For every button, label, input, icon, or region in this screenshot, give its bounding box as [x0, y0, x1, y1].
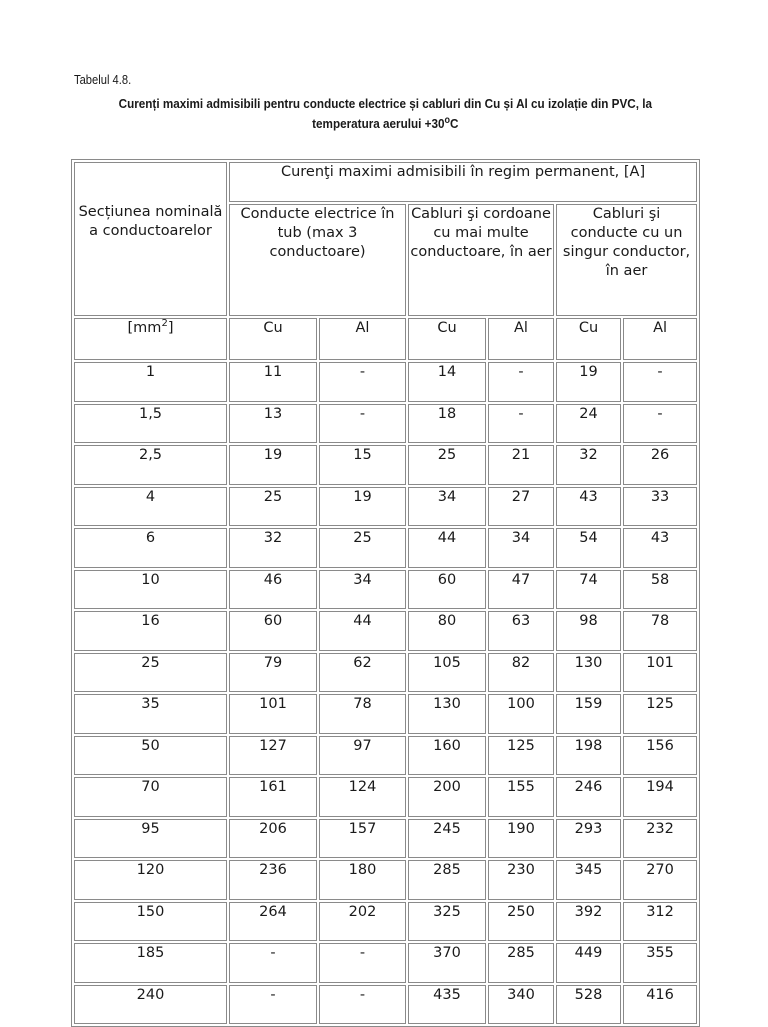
table-row [74, 362, 697, 402]
unit-cell: $[mm^2]$ [74, 318, 227, 360]
current-value-cell: 25 [319, 528, 406, 568]
current-value-cell: 101 [623, 653, 697, 693]
current-value-cell: 528 [556, 985, 621, 1025]
current-value-cell: - [319, 943, 406, 983]
section-value-cell: 240 [74, 985, 227, 1025]
table-row [74, 694, 697, 734]
material-al: Al [319, 318, 406, 360]
current-value-cell: 60 [229, 611, 317, 651]
current-value-cell: 285 [408, 860, 486, 900]
current-value-cell: 270 [623, 860, 697, 900]
current-value-cell: - [623, 404, 697, 444]
table-title [60, 94, 710, 134]
section-value-cell: 70 [74, 777, 227, 817]
material-al: Al [488, 318, 554, 360]
current-value-cell: 47 [488, 570, 554, 610]
current-value-cell: 156 [623, 736, 697, 776]
current-value-cell: 125 [488, 736, 554, 776]
current-value-cell: 264 [229, 902, 317, 942]
current-value-cell: 206 [229, 819, 317, 859]
current-value-cell: 34 [319, 570, 406, 610]
current-value-cell: 98 [556, 611, 621, 651]
title-line-1: Curenți maximi admisibili pentru conducte electrice și cabluri din Cu și Al cu izolație din PVC, la [118, 96, 652, 111]
current-value-cell: 245 [408, 819, 486, 859]
current-value-cell: 130 [408, 694, 486, 734]
current-value-cell: 15 [319, 445, 406, 485]
current-value-cell: 34 [488, 528, 554, 568]
current-value-cell: 78 [319, 694, 406, 734]
current-table [71, 159, 700, 1027]
table-caption: Tabelul 4.8. [74, 72, 132, 87]
current-value-cell: 60 [408, 570, 486, 610]
table-row [74, 819, 697, 859]
section-header: Secțiunea nominală a conductoarelor [74, 162, 227, 316]
table-row [74, 860, 697, 900]
current-value-cell: 63 [488, 611, 554, 651]
current-value-cell: 161 [229, 777, 317, 817]
table-row [74, 570, 697, 610]
current-value-cell: 285 [488, 943, 554, 983]
current-value-cell: 312 [623, 902, 697, 942]
current-value-cell: 232 [623, 819, 697, 859]
current-value-cell: 74 [556, 570, 621, 610]
section-value-cell: 6 [74, 528, 227, 568]
section-value-cell: 10 [74, 570, 227, 610]
current-value-cell: 157 [319, 819, 406, 859]
current-value-cell: 435 [408, 985, 486, 1025]
table-row [74, 736, 697, 776]
current-value-cell: 105 [408, 653, 486, 693]
section-value-cell: 150 [74, 902, 227, 942]
current-value-cell: 26 [623, 445, 697, 485]
current-value-cell: 230 [488, 860, 554, 900]
sub-header-tube: Conducte electrice în tub (max 3 conductoare) [229, 204, 406, 316]
current-value-cell: 78 [623, 611, 697, 651]
current-value-cell: 33 [623, 487, 697, 527]
current-value-cell: 19 [229, 445, 317, 485]
current-value-cell: 46 [229, 570, 317, 610]
current-value-cell: 80 [408, 611, 486, 651]
current-value-cell: 32 [229, 528, 317, 568]
section-value-cell: 185 [74, 943, 227, 983]
table-row [74, 902, 697, 942]
section-value-cell: 25 [74, 653, 227, 693]
section-value-cell: 2,5 [74, 445, 227, 485]
current-value-cell: 236 [229, 860, 317, 900]
group-header: Curenţi maximi admisibili în regim permanent, [A] [229, 162, 697, 202]
current-value-cell: 44 [408, 528, 486, 568]
current-value-cell: 44 [319, 611, 406, 651]
material-cu: Cu [556, 318, 621, 360]
current-value-cell: - [229, 943, 317, 983]
current-value-cell: 58 [623, 570, 697, 610]
current-value-cell: 100 [488, 694, 554, 734]
current-value-cell: 127 [229, 736, 317, 776]
current-value-cell: 392 [556, 902, 621, 942]
title-line-2-end: C [449, 116, 459, 131]
current-value-cell: 190 [488, 819, 554, 859]
current-value-cell: - [319, 985, 406, 1025]
current-value-cell: 160 [408, 736, 486, 776]
current-value-cell: - [488, 362, 554, 402]
current-value-cell: 202 [319, 902, 406, 942]
table-row [74, 985, 697, 1025]
current-value-cell: 97 [319, 736, 406, 776]
current-value-cell: 200 [408, 777, 486, 817]
current-value-cell: 325 [408, 902, 486, 942]
current-value-cell: 19 [556, 362, 621, 402]
current-value-cell: 250 [488, 902, 554, 942]
section-value-cell: 95 [74, 819, 227, 859]
current-value-cell: - [319, 404, 406, 444]
current-value-cell: 34 [408, 487, 486, 527]
section-value-cell: 4 [74, 487, 227, 527]
current-value-cell: 24 [556, 404, 621, 444]
current-value-cell: 18 [408, 404, 486, 444]
section-value-cell: 50 [74, 736, 227, 776]
current-value-cell: - [319, 362, 406, 402]
current-value-cell: 43 [556, 487, 621, 527]
current-value-cell: 340 [488, 985, 554, 1025]
table-row [74, 445, 697, 485]
section-value-cell: 1,5 [74, 404, 227, 444]
current-value-cell: 449 [556, 943, 621, 983]
current-value-cell: - [488, 404, 554, 444]
section-value-cell: 35 [74, 694, 227, 734]
current-value-cell: 82 [488, 653, 554, 693]
current-value-cell: 155 [488, 777, 554, 817]
current-value-cell: 13 [229, 404, 317, 444]
current-value-cell: 130 [556, 653, 621, 693]
current-value-cell: 293 [556, 819, 621, 859]
current-value-cell: 159 [556, 694, 621, 734]
degree-sign: o [444, 115, 450, 126]
current-value-cell: 125 [623, 694, 697, 734]
table-row [74, 777, 697, 817]
section-value-cell: 120 [74, 860, 227, 900]
header-row-top [74, 162, 697, 202]
current-value-cell: 198 [556, 736, 621, 776]
title-line-2: temperatura aerului +30 [311, 116, 445, 131]
current-value-cell: 345 [556, 860, 621, 900]
current-value-cell: 25 [408, 445, 486, 485]
current-value-cell: 124 [319, 777, 406, 817]
current-value-cell: 21 [488, 445, 554, 485]
current-value-cell: 246 [556, 777, 621, 817]
sub-header-multi-core: Cabluri şi cordoane cu mai multe conductoare, în aer [408, 204, 554, 316]
current-value-cell: 43 [623, 528, 697, 568]
section-value-cell: 16 [74, 611, 227, 651]
current-value-cell: - [229, 985, 317, 1025]
table-row [74, 528, 697, 568]
material-al: Al [623, 318, 697, 360]
current-value-cell: - [623, 362, 697, 402]
current-value-cell: 79 [229, 653, 317, 693]
current-value-cell: 27 [488, 487, 554, 527]
material-cu: Cu [408, 318, 486, 360]
table-row [74, 404, 697, 444]
table-row [74, 611, 697, 651]
current-value-cell: 25 [229, 487, 317, 527]
current-value-cell: 194 [623, 777, 697, 817]
current-value-cell: 355 [623, 943, 697, 983]
header-row-units [74, 318, 697, 360]
current-value-cell: 370 [408, 943, 486, 983]
current-value-cell: 14 [408, 362, 486, 402]
section-value-cell: 1 [74, 362, 227, 402]
material-cu: Cu [229, 318, 317, 360]
current-value-cell: 416 [623, 985, 697, 1025]
current-value-cell: 11 [229, 362, 317, 402]
current-value-cell: 19 [319, 487, 406, 527]
current-value-cell: 180 [319, 860, 406, 900]
table-row [74, 487, 697, 527]
current-value-cell: 101 [229, 694, 317, 734]
current-value-cell: 54 [556, 528, 621, 568]
table-row [74, 943, 697, 983]
current-value-cell: 32 [556, 445, 621, 485]
sub-header-single-core: Cabluri şi conducte cu un singur conductor, în aer [556, 204, 697, 316]
table-row [74, 653, 697, 693]
current-value-cell: 62 [319, 653, 406, 693]
